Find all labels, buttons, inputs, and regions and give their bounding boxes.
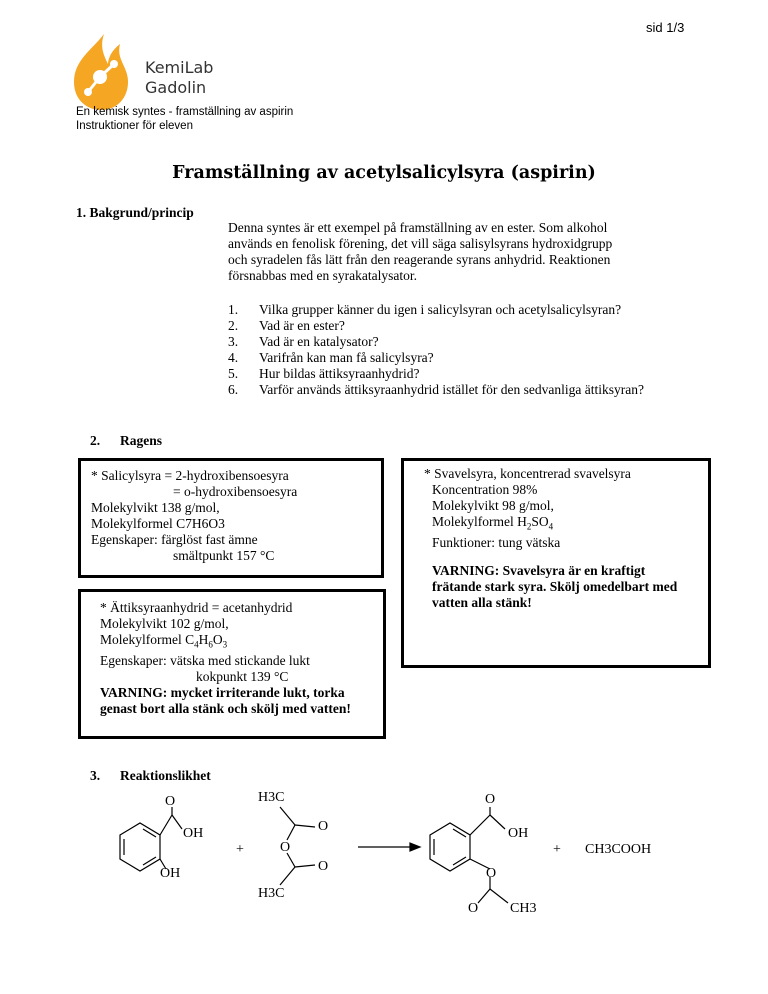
byproduct-ch3cooh: CH3COOH	[585, 842, 652, 857]
reagent-line: Molekylformel C7H6O3	[91, 516, 225, 531]
label-o: O	[318, 859, 329, 874]
label-oh: OH	[160, 866, 181, 881]
section2-heading	[90, 433, 162, 449]
label-oh: OH	[183, 826, 204, 841]
subtitle-line2: Instruktioner för eleven	[76, 120, 193, 132]
section3-title: Reaktionslikhet	[120, 768, 211, 783]
question-item	[228, 318, 728, 334]
reagent-line: Funktioner: tung vätska	[432, 534, 561, 550]
reagent-line: * Ättiksyraanhydrid = acetanhydrid	[100, 600, 293, 615]
label-ch3: CH3	[510, 901, 537, 916]
reagent-formula: Molekylformel $C_4H_6O_3$	[100, 632, 228, 650]
svavelsyra-warning: VARNING: Svavelsyra är en kraftigt frätande stark syra. Skölj omedelbart med vatten alla stänk!	[432, 562, 678, 610]
section2-title: Ragens	[120, 433, 163, 448]
aspirin-structure	[430, 807, 508, 903]
question-text: Vilka grupper känner du igen i salicylsyran och acetylsalicylsyran?	[259, 302, 622, 317]
reagent-line: Koncentration 98%	[432, 482, 538, 497]
reagent-line: = o-hydroxibensoesyra	[173, 484, 298, 499]
page-number: sid 1/3	[646, 20, 685, 35]
plus-sign: +	[553, 842, 561, 857]
subtitle-line1: En kemisk syntes - framställning av aspirin	[76, 106, 294, 118]
reagent-formula: Molekylformel $H_2SO_4$	[432, 514, 554, 532]
logo-line2: Gadolin	[145, 78, 207, 97]
logo-line1: KemiLab	[145, 58, 214, 77]
salicylsyra-box	[78, 458, 384, 578]
background-text	[228, 220, 688, 284]
question-text: Hur bildas ättiksyraanhydrid?	[259, 366, 420, 381]
reagent-line: Egenskaper: färglöst fast ämne	[91, 532, 258, 547]
question-number: 3.	[228, 334, 239, 349]
section2-number: 2.	[90, 433, 101, 448]
question-text: Varifrån kan man få salicylsyra?	[259, 350, 434, 365]
question-number: 2.	[228, 318, 239, 333]
plus-sign: +	[236, 842, 244, 857]
background-line: och syradelen fås lätt från den reagerande syrans anhydrid. Reaktionen	[228, 252, 611, 267]
question-number: 4.	[228, 350, 239, 365]
question-number: 5.	[228, 366, 239, 381]
salicylic-acid-structure	[120, 807, 182, 871]
label-o: O	[165, 794, 176, 809]
section1-heading: 1. Bakgrund/princip	[76, 205, 194, 220]
background-line: Denna syntes är ett exempel på framställning av en ester. Som alkohol	[228, 220, 608, 235]
question-item	[228, 334, 728, 350]
question-item	[228, 382, 728, 398]
reaction-scheme	[90, 785, 710, 935]
logo	[70, 32, 250, 112]
question-number: 6.	[228, 382, 239, 397]
question-list	[228, 302, 728, 398]
section3-number: 3.	[90, 768, 101, 783]
question-text: Vad är en ester?	[259, 318, 345, 333]
reagent-line: Molekylvikt 98 g/mol,	[432, 498, 554, 513]
reagent-line: * Salicylsyra = 2-hydroxibensoesyra	[91, 468, 289, 483]
reagent-line: Molekylvikt 138 g/mol,	[91, 500, 220, 515]
background-line: används en fenolisk förening, det vill säga salisylsyrans hydroxidgrupp	[228, 236, 613, 251]
question-text: Varför används ättiksyraanhydrid istället för den sedvanliga ättiksyran?	[259, 382, 645, 397]
question-item	[228, 302, 728, 318]
anhydrid-warning: VARNING: mycket irriterande lukt, torka genast bort alla stänk och skölj med vatten!	[100, 684, 351, 716]
reaction-arrow-icon	[358, 843, 420, 851]
section3-heading	[90, 768, 211, 784]
flame-logo-icon	[70, 32, 130, 112]
label-o: O	[318, 819, 329, 834]
question-text: Vad är en katalysator?	[259, 334, 379, 349]
reagent-line: kokpunkt 139 °C	[196, 668, 289, 684]
anhydrid-box	[78, 589, 386, 739]
label-oh: OH	[508, 826, 529, 841]
label-o: O	[468, 901, 479, 916]
label-o: O	[485, 792, 496, 807]
reagent-line: Egenskaper: vätska med stickande lukt	[100, 652, 310, 668]
svavelsyra-box	[401, 458, 711, 668]
reagent-line: Molekylvikt 102 g/mol,	[100, 616, 229, 631]
label-o: O	[486, 866, 497, 881]
background-line: försnabbas med en syrakatalysator.	[228, 268, 417, 283]
page-title: Framställning av acetylsalicylsyra (aspirin)	[172, 163, 596, 183]
question-number: 1.	[228, 302, 239, 317]
reagent-line: smältpunkt 157 °C	[173, 548, 275, 563]
label-h3c: H3C	[258, 886, 285, 901]
question-item	[228, 366, 728, 382]
question-item	[228, 350, 728, 366]
subtitle	[76, 105, 293, 133]
label-h3c: H3C	[258, 790, 285, 805]
reagent-line: * Svavelsyra, koncentrerad svavelsyra	[424, 466, 631, 481]
label-o: O	[280, 840, 291, 855]
